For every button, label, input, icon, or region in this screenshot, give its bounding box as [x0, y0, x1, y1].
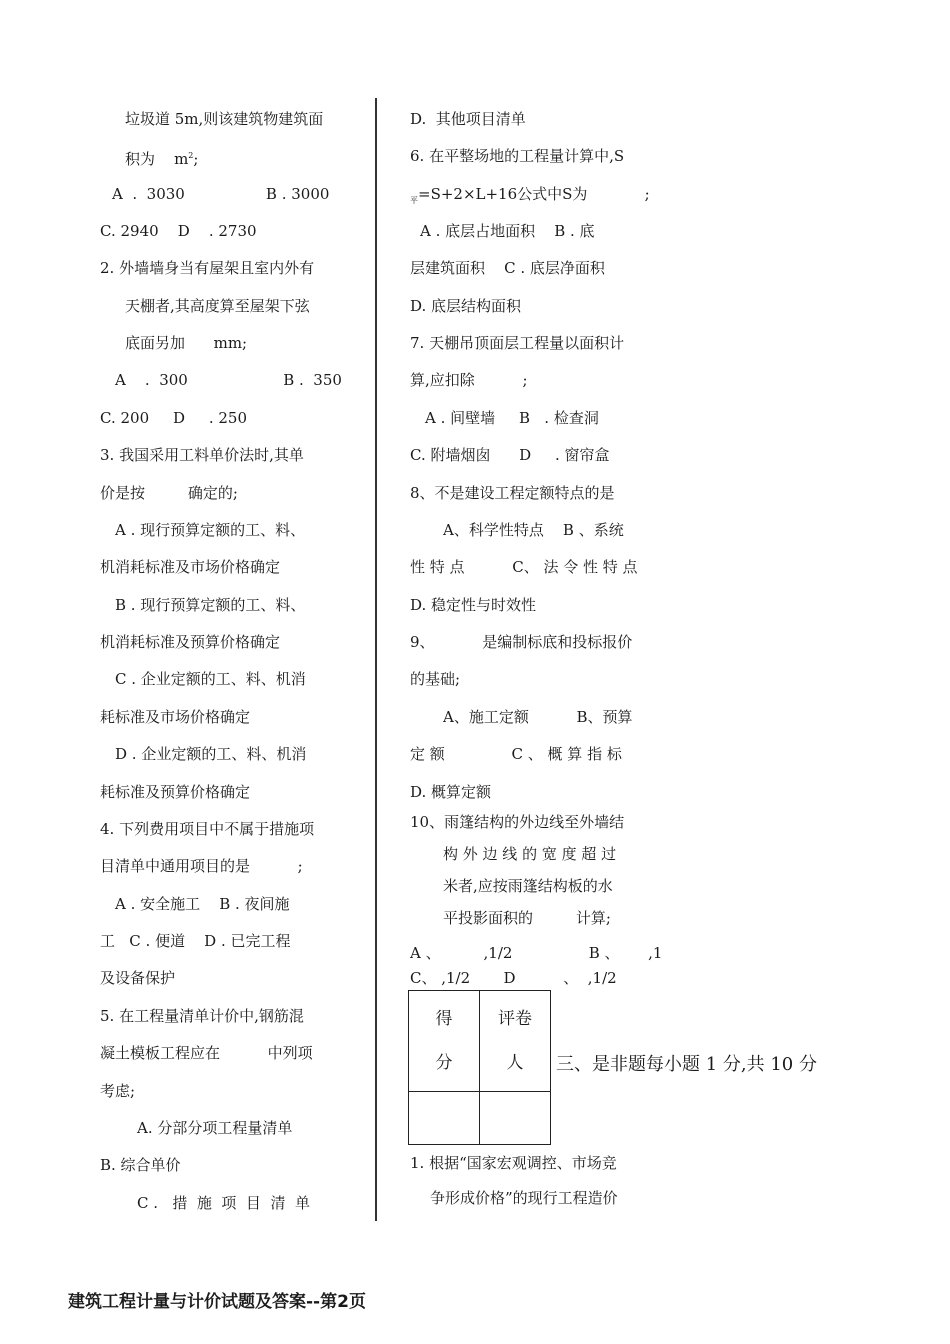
left-line-29: B. 综合单价: [100, 1156, 181, 1174]
left-line-25: 5. 在工程量清单计价中,钢筋混: [100, 1007, 304, 1025]
right-line-14: D. 稳定性与时效性: [410, 596, 537, 614]
area-prompt-tail: ;: [193, 150, 199, 168]
right-line-13: 性 特 点 C、 法 令 性 特 点: [410, 558, 638, 576]
right-line-24: A 、 ,1/2 B 、 ,1: [410, 944, 663, 962]
right-line-22: 米者,应按雨篷结构板的水: [443, 877, 613, 895]
right-line-19: D. 概算定额: [410, 783, 492, 801]
right-line-27: 争形成价格”的现行工程造价: [430, 1189, 618, 1207]
formula-text: =S+2×L+16公式中S为 ;: [418, 185, 650, 203]
right-line-20: 10、雨篷结构的外边线至外墙结: [410, 813, 625, 831]
right-line-4: A . 底层占地面积 B . 底: [420, 222, 595, 240]
grader-label-top: 评卷: [498, 1009, 532, 1029]
right-line-18: 定 额 C 、 概 算 指 标: [410, 745, 622, 763]
right-line-17: A、施工定额 B、预算: [443, 708, 633, 726]
score-input-cell[interactable]: [409, 1092, 480, 1145]
left-line-13: 机消耗标准及市场价格确定: [100, 558, 281, 576]
left-line-8: A . 300 B . 350: [115, 371, 342, 389]
right-line-26: 1. 根据“国家宏观调控、市场竞: [410, 1154, 617, 1172]
score-label-top: 得: [435, 1009, 453, 1029]
left-line-26: 凝土模板工程应在 中列项: [100, 1044, 313, 1062]
right-line-8: 算,应扣除 ;: [410, 371, 528, 389]
left-line-1: 垃圾道 5m,则该建筑物建筑面: [125, 110, 324, 128]
left-line-5: 2. 外墙墙身当有屋架且室内外有: [100, 259, 315, 277]
superscript-2: 2: [188, 151, 194, 160]
right-line-2: 6. 在平整场地的工程量计算中,S: [410, 147, 625, 165]
left-line-24: 及设备保护: [100, 969, 176, 987]
right-line-3: [410, 184, 650, 211]
left-line-12: A . 现行预算定额的工、料、: [115, 521, 306, 539]
left-line-30: C . 措 施 项 目 清 单: [137, 1194, 310, 1212]
left-line-15: 机消耗标准及预算价格确定: [100, 633, 281, 651]
grader-input-cell[interactable]: [480, 1092, 551, 1145]
score-label-bottom: 分: [435, 1053, 453, 1073]
left-line-4: C. 2940 D . 2730: [100, 222, 257, 240]
left-line-3: A . 3030 B . 3000: [112, 185, 330, 203]
right-line-23: 平投影面积的 计算;: [443, 909, 611, 927]
left-line-7: 底面另加 mm;: [125, 334, 248, 352]
area-prompt: 积为 m: [125, 150, 189, 168]
left-line-10: 3. 我国采用工料单价法时,其单: [100, 446, 304, 464]
left-line-17: 耗标准及市场价格确定: [100, 708, 251, 726]
right-line-11: 8、不是建设工程定额特点的是: [410, 484, 615, 502]
right-line-7: 7. 天棚吊顶面层工程量以面积计: [410, 334, 625, 352]
left-line-18: D . 企业定额的工、料、机消: [115, 745, 307, 763]
left-line-9: C. 200 D . 250: [100, 409, 247, 427]
score-table: [408, 990, 551, 1145]
page-footer: 建筑工程计量与计价试题及答案--第2页: [68, 1292, 366, 1312]
right-line-12: A、科学性特点 B 、系统: [443, 521, 624, 539]
column-divider: [375, 98, 377, 1221]
left-line-19: 耗标准及预算价格确定: [100, 783, 251, 801]
right-line-15: 9、 是编制标底和投标报价: [410, 633, 633, 651]
right-line-25: C、 ,1/2 D 、 ,1/2: [410, 969, 617, 987]
left-line-28: A. 分部分项工程量清单: [137, 1119, 293, 1137]
grader-header-cell: [480, 991, 551, 1092]
grader-label-bottom: 人: [506, 1053, 524, 1073]
left-line-16: C . 企业定额的工、料、机消: [115, 670, 306, 688]
left-line-27: 考虑;: [100, 1082, 136, 1100]
left-line-11: 价是按 确定的;: [100, 484, 238, 502]
left-line-21: 目清单中通用项目的是 ;: [100, 857, 303, 875]
right-line-9: A . 间壁墙 B . 检查洞: [425, 409, 599, 427]
left-line-2: [125, 146, 198, 169]
left-line-23: 工 C . 便道 D . 已完工程: [100, 932, 291, 950]
right-line-1: D. 其他项目清单: [410, 110, 526, 128]
right-line-21: 构 外 边 线 的 宽 度 超 过: [443, 845, 617, 863]
left-line-14: B . 现行预算定额的工、料、: [115, 596, 306, 614]
section-heading: 三、是非题每小题 1 分,共 10 分: [556, 1054, 817, 1075]
subscript-ping: 平: [410, 196, 418, 205]
right-line-6: D. 底层结构面积: [410, 297, 522, 315]
right-line-10: C. 附墙烟囱 D . 窗帘盒: [410, 446, 610, 464]
left-line-22: A . 安全施工 B . 夜间施: [115, 895, 290, 913]
right-line-16: 的基础;: [410, 670, 461, 688]
right-line-5: 层建筑面积 C . 底层净面积: [410, 259, 605, 277]
left-line-6: 天棚者,其高度算至屋架下弦: [125, 297, 310, 315]
left-line-20: 4. 下列费用项目中不属于措施项: [100, 820, 315, 838]
score-header-cell: [409, 991, 480, 1092]
